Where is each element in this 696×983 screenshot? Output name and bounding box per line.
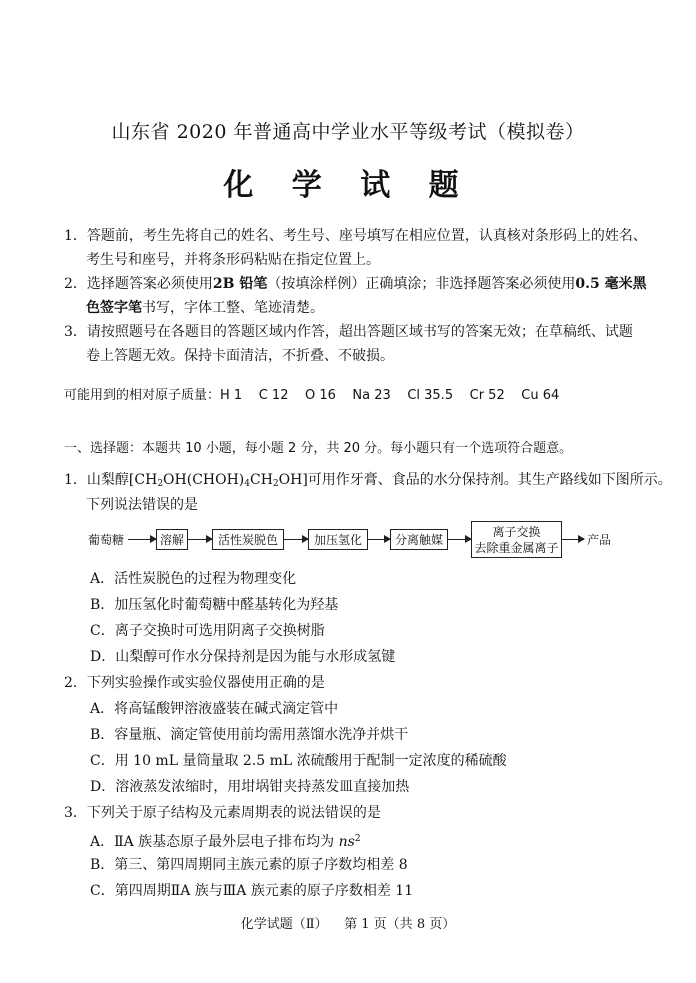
instruction-bold: 2B 铅笔 [212, 276, 268, 292]
flow-step-decolor: 活性炭脱色 [212, 529, 284, 550]
instruction-1-cont: 考生号和座号，并将条形码粘贴在指定位置上。 [86, 252, 380, 268]
instruction-text: （按填涂样例）正确填涂；非选择题答案必须使用 [267, 276, 576, 292]
flow-arrow [562, 539, 584, 540]
instruction-3 [64, 322, 633, 342]
option-text: A．ⅡA 族基态原子最外层电子排布均为 [90, 834, 339, 850]
question-1-option-b: B．加压氢化时葡萄糖中醛基转化为羟基 [90, 597, 339, 613]
instruction-2-cont [86, 298, 324, 318]
question-2-option-d: D．溶液蒸发浓缩时，用坩埚钳夹持蒸发皿直接加热 [90, 779, 410, 795]
instruction-3-cont: 卷上答题无效。保持卡面清洁，不折叠、不破损。 [86, 348, 394, 364]
subscript: 2 [272, 479, 279, 489]
question-1-prompt: 下列说法错误的是 [86, 497, 198, 513]
question-2-option-c: C．用 10 mL 量筒量取 2.5 mL 浓硫酸用于配制一定浓度的稀硫酸 [90, 753, 507, 769]
flow-start: 葡萄糖 [88, 533, 125, 547]
question-3-option-c: C．第四周期ⅡA 族与ⅢA 族元素的原子序数相差 11 [90, 883, 414, 899]
subject-title: 化 学 试 题 [223, 168, 473, 203]
flow-step-hydrogenation: 加压氢化 [308, 529, 368, 550]
question-2-stem: 2．下列实验操作或实验仪器使用正确的是 [64, 675, 325, 691]
subscript: 2 [157, 479, 164, 489]
flow-arrow [368, 539, 390, 540]
instruction-text: 书写，字体工整、笔迹清楚。 [142, 300, 324, 316]
flow-step-label: 去除重金属离子 [474, 540, 559, 555]
question-2-option-b: B．容量瓶、滴定管使用前均需用蒸馏水洗净并烘干 [90, 727, 409, 743]
subscript: 4 [244, 479, 250, 489]
instruction-2 [64, 274, 647, 294]
flow-step-ion-exchange [471, 521, 562, 558]
question-1-option-a: A．活性炭脱色的过程为物理变化 [90, 571, 297, 587]
page-footer: 化学试题（Ⅱ） 第 1 页（共 8 页） [240, 917, 456, 932]
electron-config: ns [338, 834, 355, 850]
flow-step-separation: 分离触媒 [390, 529, 448, 550]
question-3-option-a [90, 829, 361, 852]
question-3-option-b: B．第三、第四周期同主族元素的原子序数均相差 8 [90, 857, 408, 873]
exam-title: 山东省 2020 年普通高中学业水平等级考试（模拟卷） [111, 121, 585, 143]
flow-arrow [284, 539, 308, 540]
stem-part: 山梨醇[CH [86, 472, 158, 488]
instruction-num: 3． [64, 324, 87, 340]
instruction-text: 请按照题号在各题目的答题区域内作答，超出答题区域书写的答案无效；在草稿纸、试题 [86, 324, 633, 340]
flow-step-dissolve: 溶解 [156, 529, 188, 550]
section-heading: 一、选择题：本题共 10 小题，每小题 2 分，共 20 分。每小题只有一个选项符合题意。 [64, 441, 573, 456]
instruction-num: 2． [64, 276, 87, 292]
flow-arrow [128, 539, 156, 540]
question-num: 1． [64, 472, 87, 488]
superscript: 2 [354, 834, 361, 844]
flow-arrow [188, 539, 212, 540]
stem-part: OH(CHOH) [163, 472, 245, 488]
question-1-option-c: C．离子交换时可选用阴离子交换树脂 [90, 623, 325, 639]
stem-part: OH]可用作牙膏、食品的水分保持剂。其生产路线如下图所示。 [278, 472, 672, 488]
instruction-bold: 0.5 毫米黑 [575, 276, 647, 292]
atomic-masses: 可能用到的相对原子质量：H 1 C 12 O 16 Na 23 Cl 35.5 Cr 52 Cu 64 [64, 388, 560, 403]
stem-part: CH [250, 472, 273, 488]
flow-step-label: 离子交换 [492, 524, 541, 539]
question-1-option-d: D．山梨醇可作水分保持剂是因为能与水形成氢键 [90, 649, 396, 665]
instruction-text: 答题前，考生先将自己的姓名、考生号、座号填写在相应位置，认真核对条形码上的姓名、 [86, 228, 647, 244]
question-1-stem [64, 470, 672, 494]
question-2-option-a: A．将高锰酸钾溶液盛装在碱式滴定管中 [90, 701, 339, 717]
question-3-stem: 3．下列关于原子结构及元素周期表的说法错误的是 [64, 805, 381, 821]
flow-end: 产品 [587, 533, 612, 547]
instruction-1 [64, 226, 647, 246]
flow-arrow [448, 539, 471, 540]
production-flow-diagram [88, 518, 648, 560]
instruction-text: 选择题答案必须使用 [86, 276, 213, 292]
instruction-num: 1． [64, 228, 87, 244]
instruction-bold: 色签字笔 [86, 300, 142, 316]
